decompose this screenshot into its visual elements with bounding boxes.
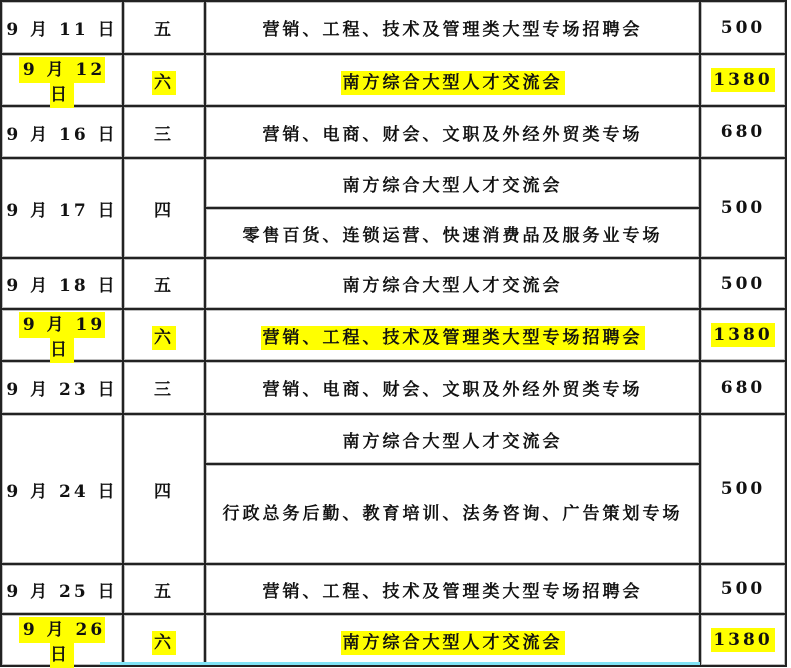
- weekday-cell: 四: [123, 158, 205, 258]
- count-cell: 500: [700, 564, 786, 614]
- table-row: [1, 158, 786, 208]
- count-cell: 500: [700, 158, 786, 258]
- count-cell: 1380: [700, 309, 786, 361]
- table-row: [1, 309, 786, 361]
- weekday-cell: 六: [123, 54, 205, 106]
- table-row: [1, 106, 786, 158]
- table-row: [1, 1, 786, 54]
- count-cell: 500: [700, 258, 786, 309]
- event-cell: 营销、电商、财会、文职及外经外贸类专场: [205, 361, 700, 414]
- table-row: [1, 614, 786, 666]
- table-row: [1, 258, 786, 309]
- date-cell: 9 月 23 日: [1, 361, 123, 414]
- event-cell: 营销、电商、财会、文职及外经外贸类专场: [205, 106, 700, 158]
- table-row: [1, 361, 786, 414]
- event-cell: 南方综合大型人才交流会: [205, 414, 700, 464]
- weekday-cell: 三: [123, 106, 205, 158]
- count-cell: 1380: [700, 614, 786, 666]
- event-cell: 南方综合大型人才交流会: [205, 54, 700, 106]
- date-cell: 9 月 11 日: [1, 1, 123, 54]
- count-cell: 680: [700, 361, 786, 414]
- weekday-cell: 三: [123, 361, 205, 414]
- date-cell: 9 月 24 日: [1, 414, 123, 564]
- date-cell: 9 月 26 日: [1, 614, 123, 666]
- event-cell: 零售百货、连锁运营、快速消费品及服务业专场: [205, 208, 700, 258]
- table-row: [1, 414, 786, 464]
- weekday-cell: 六: [123, 614, 205, 666]
- date-cell: 9 月 19 日: [1, 309, 123, 361]
- count-cell: 680: [700, 106, 786, 158]
- weekday-cell: 五: [123, 258, 205, 309]
- weekday-cell: 四: [123, 414, 205, 564]
- count-cell: 500: [700, 414, 786, 564]
- event-cell: 营销、工程、技术及管理类大型专场招聘会: [205, 309, 700, 361]
- count-cell: 500: [700, 1, 786, 54]
- event-cell: 南方综合大型人才交流会: [205, 614, 700, 666]
- date-cell: 9 月 17 日: [1, 158, 123, 258]
- event-cell: 南方综合大型人才交流会: [205, 158, 700, 208]
- date-cell: 9 月 25 日: [1, 564, 123, 614]
- count-cell: 1380: [700, 54, 786, 106]
- weekday-cell: 五: [123, 564, 205, 614]
- event-cell: 营销、工程、技术及管理类大型专场招聘会: [205, 1, 700, 54]
- event-cell: 南方综合大型人才交流会: [205, 258, 700, 309]
- event-cell: 行政总务后勤、教育培训、法务咨询、广告策划专场: [205, 464, 700, 564]
- weekday-cell: 五: [123, 1, 205, 54]
- table-row: [1, 54, 786, 106]
- table-row: [1, 564, 786, 614]
- date-cell: 9 月 18 日: [1, 258, 123, 309]
- bottom-accent-line: [100, 662, 700, 665]
- weekday-cell: 六: [123, 309, 205, 361]
- date-cell: 9 月 12 日: [1, 54, 123, 106]
- event-cell: 营销、工程、技术及管理类大型专场招聘会: [205, 564, 700, 614]
- date-cell: 9 月 16 日: [1, 106, 123, 158]
